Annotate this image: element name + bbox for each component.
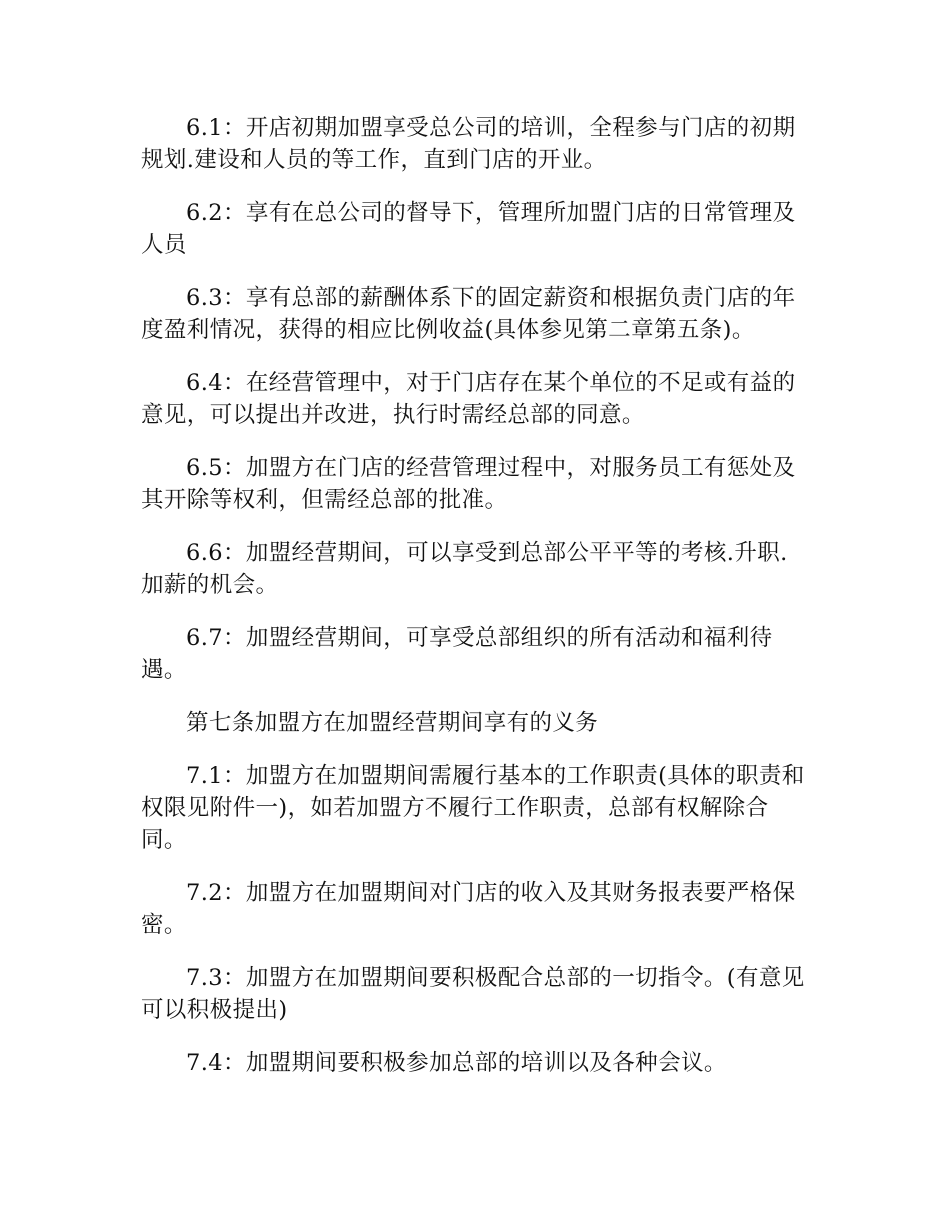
paragraph-7-3: 7.3：加盟方在加盟期间要积极配合总部的一切指令。(有意见可以积极提出) — [141, 965, 805, 1023]
paragraph-7-4: 7.4：加盟期间要积极参加总部的培训以及各种会议。 — [186, 1050, 727, 1076]
paragraph-6-4: 6.4：在经营管理中，对于门店存在某个单位的不足或有益的意见，可以提出并改进，执行时需经总部的同意。 — [141, 370, 796, 428]
paragraph-6-2: 6.2：享有在总公司的督导下，管理所加盟门店的日常管理及人员 — [141, 200, 796, 258]
paragraph-7-1: 7.1：加盟方在加盟期间需履行基本的工作职责(具体的职责和权限见附件一)，如若加盟方不履行工作职责，总部有权解除合同。 — [141, 763, 805, 853]
document-body — [141, 112, 806, 1100]
section-heading-article-7: 第七条加盟方在加盟经营期间享有的义务 — [186, 710, 599, 736]
paragraph-6-1: 6.1：开店初期加盟享受总公司的培训，全程参与门店的初期规划.建设和人员的等工作，直到门店的开业。 — [141, 115, 796, 173]
paragraph-6-7: 6.7：加盟经营期间，可享受总部组织的所有活动和福利待遇。 — [141, 625, 773, 683]
paragraph-6-5: 6.5：加盟方在门店的经营管理过程中，对服务员工有惩处及其开除等权利，但需经总部的批准。 — [141, 455, 796, 513]
paragraph-6-3: 6.3：享有总部的薪酬体系下的固定薪资和根据负责门店的年度盈利情况，获得的相应比例收益(具体参见第二章第五条)。 — [141, 285, 796, 343]
paragraph-7-2: 7.2：加盟方在加盟期间对门店的收入及其财务报表要严格保密。 — [141, 880, 796, 938]
paragraph-6-6: 6.6：加盟经营期间，可以享受到总部公平平等的考核.升职.加薪的机会。 — [141, 540, 788, 598]
